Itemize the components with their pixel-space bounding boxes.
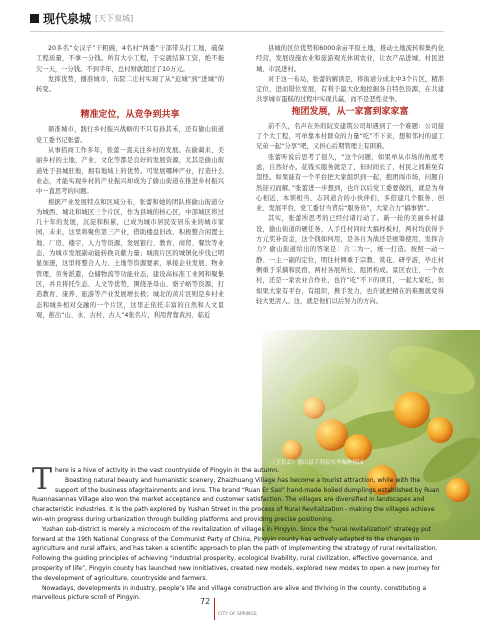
- english-paragraph: Nowadays, developments in industry, people’s life and village construction are alive and thriving in the county, constituting a marvellous picture scroll of Pingyin.: [32, 584, 427, 602]
- page-number: 72: [200, 597, 211, 606]
- page-divider: [214, 598, 215, 620]
- paragraph: 从事招商工作多年，张蕾一直关注乡村的发展。在偷蔺来，美丽乡村的土地、产业、文化等都是良好的发展资源，尤其是偷山街道处于县城驻地，拥有地域上的优势。可发展哪种产业，打造什么业态，才能实现乡村的产业振兴却成为了偷山街道在推进乡村振兴中一直思考的问题。: [36, 147, 224, 196]
- section-heading: 精准定位，从竞争到共享: [80, 110, 180, 121]
- paragraph: 县城的区位优势和6000余亩平原土地，推动土地流转和集约化经营，发展设施农业和旅游观光休闲农业，让农产品进城、村民进城、市民进村。: [256, 45, 444, 73]
- english-paragraph: Boasting natural beauty and humanistic scenery, Zhaizhuang Village has become a tourist attraction, while with the support of the business ofagritainments and inns. The brand “Ruan Er Sao” hand-made boiled dumplings established by Ruan Ruannasannas Village also won the market acceptance and customer satisfaction. The villages are diversified in landscapes and characteristic industries. It is the path explored by Yushan Street in the process of Rural Revitalization - making the villages achieve win-win progress during urbanization through building platforms and providing precise positioning.: [32, 476, 440, 523]
- paragraph: 其实，张蕾所思考的已经付诸行动了。新一轮的美丽乡村建设，偷山街道的硬任务，人手任村同时大搞样板村，两村均获得予方元奖补资金，这个钱如何用，是各自为战还是统筹使用，发挥合力？偷山街道给出的答案是：合二为一，统一打造。按照一动一静、一主一副的定位，明往村侧重于宗教、赏花、研学游，毕庄村侧重于采摘和民宿，两村各展所长，组团构成。景区农庄，一个农村，还是一家农业合作社，也许“吃”不下的项目，一起大家吃，但如果大家有平台，有组织，携手发力，也许就把精在的难题就变得轻大更清人。这，就是他们以后努力的方向。: [256, 215, 444, 305]
- section-heading: 拖团发展，从一家富到家家富: [291, 106, 409, 117]
- paragraph: 20多名“女汉子”干粗碗，4名村“两委”干部带头打工地，硫保工程质量，不拿一分钱。所有大小工程，于完就结算工资，绝不拖欠一天，一分钱。不到半年，总村财就超过了10万元。: [36, 45, 224, 73]
- paragraph: 张蕾听说后思考了很久，“这个问题，如果单从市场的角度考虑，自然好办。花钱买服务就是了，但时间长了，村民之间难免有怨怪。如果能有一个平台把大家组织到一起，抱团闯市场，问题自然迎刃而解。”张蕾进一步想到，也许以后党工委要做的，就是为身心相近、本领相当、志同道合的小伙伴们，多搭建几个服务、创业、发展平台，党工委甘当背后“服务员”，大家合力“搞事情”。: [256, 153, 444, 213]
- header-rule: [30, 31, 444, 32]
- drop-cap: T: [32, 462, 53, 497]
- right-column: [256, 44, 444, 307]
- photo-caption: （卫长芸）偷山县手利县东李佩种植园: [270, 460, 364, 466]
- english-paragraph: here is a hive of activity in the vast countryside of Pingyin in the autumn.: [55, 467, 280, 474]
- left-column: [36, 44, 224, 321]
- paragraph: 前不久，名声在外的阮安建筑公司却遇到了一个难题：公司接了个大工程，可单靠本村群众的力量“吃”不下来，想和邻村的建工兄弟一起“分享”吧，又担心后期管理上有困难。: [256, 122, 444, 151]
- header-square-icon: [30, 14, 39, 23]
- paragraph: 对于这一布局，张蕾的解读是，将街道分成北中3个片区，精准定位，进而错位发展，有利于最大化地挖掘各自特色资源，在共建共享城市蛋糕的过程中实现共赢，而不是恶性竞争。: [256, 75, 444, 104]
- english-paragraph: Yushan sub-district is merely a microcosm of the revitalization of villages in Pingyin. Since the “rural revitalization” strategy put forward at the 19th National Congress of the Communist Party of China, Pingyin county has actively adapted to the changes in agriculture and rural affairs, and has taken a scientific approach to plan the path of implementing the strategy of rural revitalization. Following the guiding principles of achieving “industrial prosperity, ecological livability, rural civilization, effective governance, and prosperity of life”, Pingyin county has launched new innitiatives, created new models, explored new modes to open a new journey for the development of agriculture, countryside and farmers.: [32, 525, 441, 582]
- section-title: 现代泉城: [43, 11, 92, 26]
- paragraph: 根据产业发展特点和区域分布，张蕾和她的团队将偷山街道分为城西、城北和城区三个片区，作为县城的核心区，中部城区将过几十年的发展，沉淀和积累，已成为城市居民安居乐业的城市家园，未来，这里将聚焦第三产业，借助楼盘旧改、积极整合闲置土地、厂房、楼宇，人力等资源，发展银行、教育、商贸、餐饮等业态，为城市发展副动能转换贡献力量；城南片区的城镇化步伐已明显加速，这里将整合人力、土地等资源要素，承接企业发展、物业管理、劳务派遣，仓储物流等功能业态，建设高标准工业园和聚集区，并且将托生态、人文等优势，围绕圣母山、骆子峪等资源，打造教育、康养、旅游等产业发展增长极；城北的黄片区则是乡村业态和城乡相对交融的一个片区，这里正依托丰富的自然和人文景观，推出“山、水、古村、古人”4张名片，利用背靠黄河、临近: [36, 198, 224, 319]
- magazine-name: CITY OF SPRINGS: [218, 612, 257, 617]
- section-header: [30, 8, 133, 28]
- section-subtitle: [天下泉城]: [95, 13, 134, 23]
- paragraph: 发挥优势，播准城市，东院二庄村实现了从“近城”到“进城”的转变。: [36, 75, 224, 94]
- paragraph: 鼎准城市，践行乡村振兴战略的不只有孙其禾，还有偷山街道党工委书记张蕾。: [36, 126, 224, 144]
